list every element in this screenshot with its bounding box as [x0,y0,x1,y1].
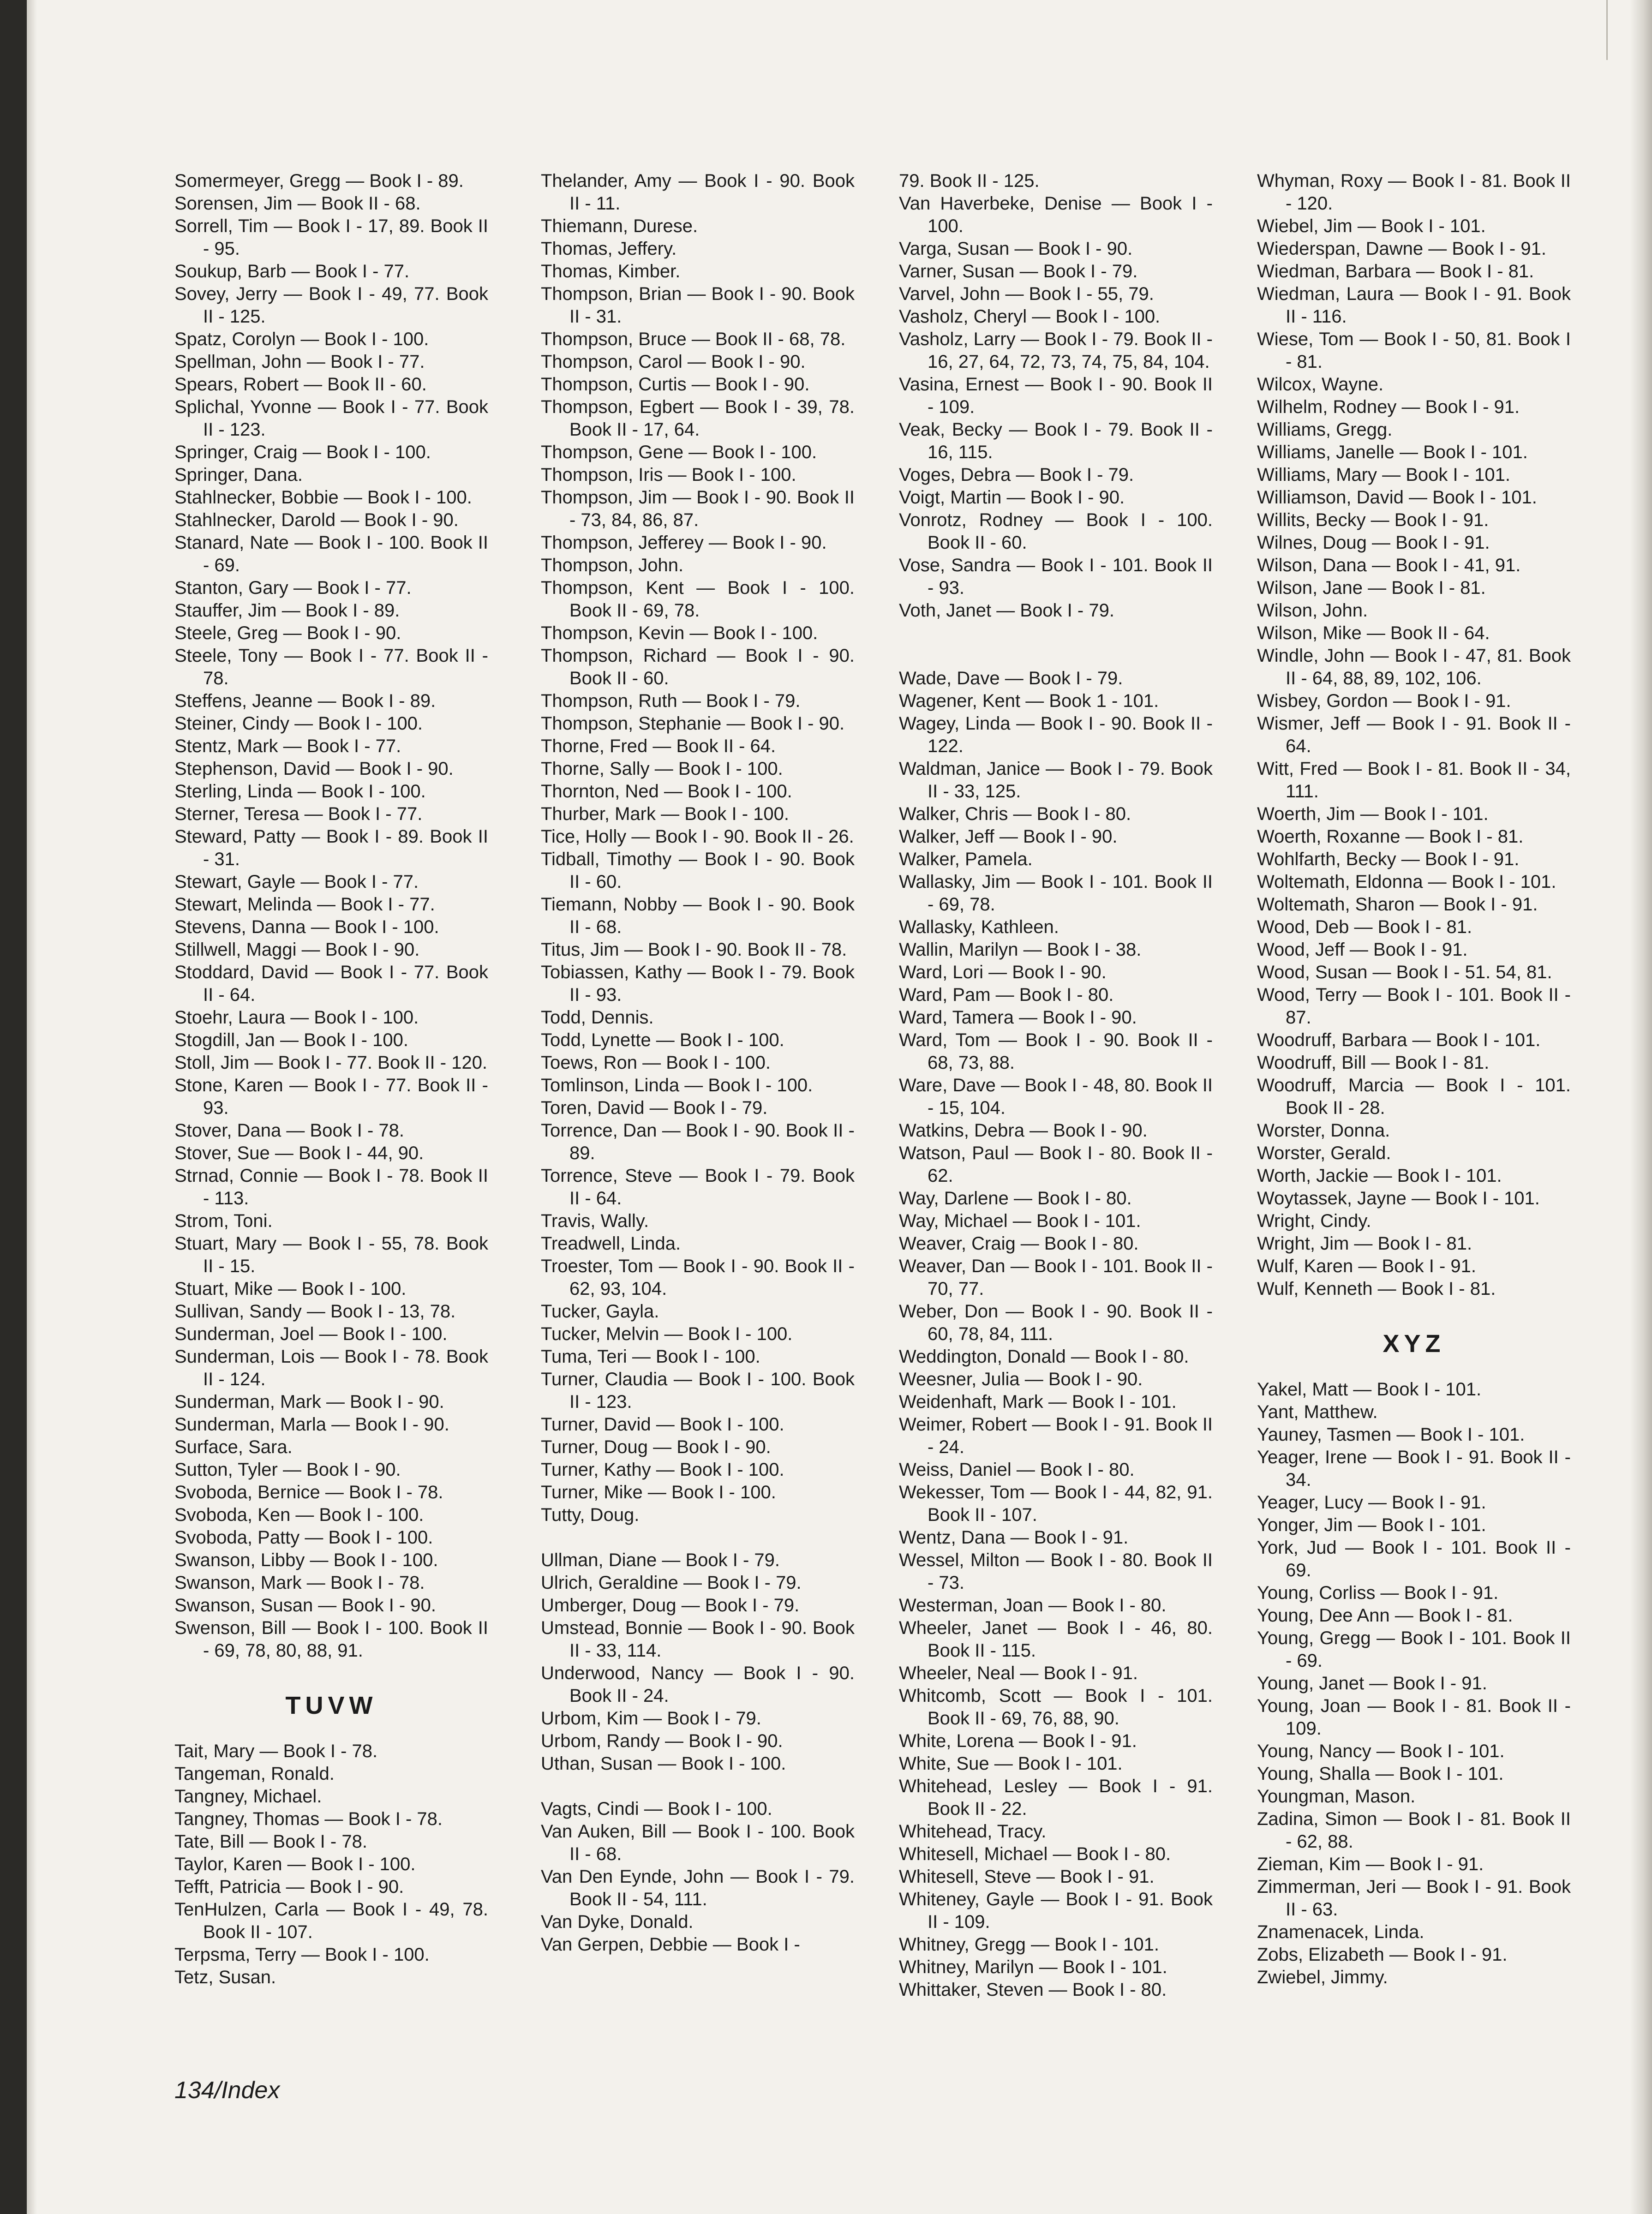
index-entry: Torrence, Steve — Book I - 79. Book II - 64. [541,1166,855,1209]
index-entry: Thurber, Mark — Book I - 100. [541,804,789,824]
letter-group-spacer [541,1775,855,1798]
index-entry: Young, Joan — Book I - 81. Book II - 109. [1257,1696,1571,1739]
index-entry: Willits, Becky — Book I - 91. [1257,510,1489,530]
index-entry: Wekesser, Tom — Book I - 44, 82, 91. Book II - 107. [899,1482,1213,1525]
index-entry: Sunderman, Joel — Book I - 100. [174,1324,448,1344]
index-entry: Wilcox, Wayne. [1257,374,1384,395]
index-entry: Young, Dee Ann — Book I - 81. [1257,1605,1513,1626]
index-entry: Steward, Patty — Book I - 89. Book II - 31. [174,826,488,869]
index-entry: Uthan, Susan — Book I - 100. [541,1753,786,1774]
index-entry: Westerman, Joan — Book I - 80. [899,1595,1167,1616]
index-entry: Sunderman, Marla — Book I - 90. [174,1414,449,1435]
index-entry: Stillwell, Maggi — Book I - 90. [174,939,420,960]
index-entry: Whyman, Roxy — Book I - 81. Book II - 120. [1257,171,1571,214]
index-entry: Watkins, Debra — Book I - 90. [899,1120,1148,1141]
index-entry: Steiner, Cindy — Book I - 100. [174,713,423,734]
index-entry: Woodruff, Barbara — Book I - 101. [1257,1030,1541,1050]
index-entry: Stoehr, Laura — Book I - 100. [174,1007,419,1028]
index-entry: Wright, Cindy. [1257,1211,1371,1231]
index-entry: Varvel, John — Book I - 55, 79. [899,284,1154,304]
index-entry: Young, Corliss — Book I - 91. [1257,1583,1499,1603]
index-entry: Wilson, Jane — Book I - 81. [1257,578,1486,598]
index-entry: Ward, Pam — Book I - 80. [899,985,1114,1005]
index-entry: Stephenson, David — Book I - 90. [174,759,454,779]
index-entry: Spellman, John — Book I - 77. [174,352,425,372]
index-entry: Whitesell, Michael — Book I - 80. [899,1844,1171,1864]
index-entry: White, Lorena — Book I - 91. [899,1731,1137,1751]
index-column-4 [1257,170,1571,1989]
index-entry: Toews, Ron — Book I - 100. [541,1053,771,1073]
index-entry: Wentz, Dana — Book I - 91. [899,1527,1129,1548]
index-entry: Yakel, Matt — Book I - 101. [1257,1379,1482,1400]
index-entry: Stahlnecker, Darold — Book I - 90. [174,510,459,530]
index-entry: Williams, Janelle — Book I - 101. [1257,442,1528,462]
index-entry: Strom, Toni. [174,1211,273,1231]
page-edge-crease [1606,0,1608,60]
index-entry: Steffens, Jeanne — Book I - 89. [174,691,436,711]
index-entry: Wisbey, Gordon — Book I - 91. [1257,691,1511,711]
index-entry: Svoboda, Bernice — Book I - 78. [174,1482,443,1502]
index-entry: Watson, Paul — Book I - 80. Book II - 62. [899,1143,1213,1186]
index-entry: Stanard, Nate — Book I - 100. Book II - 69. [174,533,488,575]
index-entry: Tucker, Gayla. [541,1301,659,1322]
index-entry: Vose, Sandra — Book I - 101. Book II - 93. [899,555,1213,598]
index-column-1 [174,170,488,1989]
index-entry: Weimer, Robert — Book I - 91. Book II - 24. [899,1414,1213,1457]
index-entry: Thompson, Stephanie — Book I - 90. [541,713,845,734]
index-entry: Underwood, Nancy — Book I - 90. Book II - 24. [541,1663,855,1706]
index-entry: Van Auken, Bill — Book I - 100. Book II - 68. [541,1821,855,1864]
index-entry: Toren, David — Book I - 79. [541,1098,768,1118]
index-entry: Thornton, Ned — Book I - 100. [541,781,792,802]
index-entry: Worster, Donna. [1257,1120,1390,1141]
index-entry: Sorrell, Tim — Book I - 17, 89. Book II - 95. [174,216,488,259]
page-edge [1630,0,1652,2214]
index-entry: Stogdill, Jan — Book I - 100. [174,1030,408,1050]
index-entry: Wulf, Kenneth — Book I - 81. [1257,1279,1496,1299]
index-entry: Stauffer, Jim — Book I - 89. [174,600,400,621]
binding-edge [0,0,27,2214]
index-entry: Todd, Dennis. [541,1007,654,1028]
index-entry: Terpsma, Terry — Book I - 100. [174,1945,430,1965]
index-entry: Wismer, Jeff — Book I - 91. Book II - 64. [1257,713,1571,756]
index-entry: Turner, Mike — Book I - 100. [541,1482,776,1502]
index-entry: Wood, Susan — Book I - 51. 54, 81. [1257,962,1552,982]
index-entry: Walker, Pamela. [899,849,1033,869]
index-entry: Thompson, Carol — Book I - 90. [541,352,806,372]
index-entry: Torrence, Dan — Book I - 90. Book II - 89. [541,1120,855,1163]
index-entry: Urbom, Kim — Book I - 79. [541,1708,761,1729]
index-entry: Vonrotz, Rodney — Book I - 100. Book II - 60. [899,510,1213,553]
index-entry: Wheeler, Janet — Book I - 46, 80. Book II - 115. [899,1618,1213,1661]
index-entry: Splichal, Yvonne — Book I - 77. Book II - 123. [174,397,488,440]
index-entry: Yonger, Jim — Book I - 101. [1257,1515,1486,1535]
index-entry: Wallasky, Jim — Book I - 101. Book II - 69, 78. [899,872,1213,915]
index-entry: Tangney, Thomas — Book I - 78. [174,1809,443,1829]
index-entry: Ulrich, Geraldine — Book I - 79. [541,1573,802,1593]
index-entry: Thorne, Fred — Book II - 64. [541,736,776,756]
index-entry: Wilson, Mike — Book II - 64. [1257,623,1490,643]
index-entry: Tait, Mary — Book I - 78. [174,1741,378,1761]
index-entry: Travis, Wally. [541,1211,649,1231]
index-entry: Tangney, Michael. [174,1786,322,1807]
index-entry: Whitesell, Steve — Book I - 91. [899,1867,1155,1887]
index-entry: Thiemann, Durese. [541,216,698,236]
index-entry: Worth, Jackie — Book I - 101. [1257,1166,1502,1186]
index-entry: Voigt, Martin — Book I - 90. [899,487,1125,508]
index-entry: Thompson, Ruth — Book I - 79. [541,691,801,711]
index-entry: Stover, Sue — Book I - 44, 90. [174,1143,424,1163]
index-entry: Wood, Deb — Book I - 81. [1257,917,1472,937]
index-entry: Thompson, John. [541,555,684,575]
index-entry: Veak, Becky — Book I - 79. Book II - 16, 115. [899,419,1213,462]
index-entry: Swanson, Libby — Book I - 100. [174,1550,438,1570]
index-entry: Yeager, Irene — Book I - 91. Book II - 34. [1257,1447,1571,1490]
index-entry: Youngman, Mason. [1257,1786,1416,1807]
index-entry: Stoddard, David — Book I - 77. Book II - 64. [174,962,488,1005]
index-entry: Thomas, Kimber. [541,261,681,281]
index-entry: Tuma, Teri — Book I - 100. [541,1346,760,1367]
index-entry: Yant, Matthew. [1257,1402,1378,1422]
index-entry: 79. Book II - 125. [899,171,1040,191]
index-entry: Sunderman, Mark — Book I - 90. [174,1392,444,1412]
index-entry: Yauney, Tasmen — Book I - 101. [1257,1424,1525,1445]
index-entry: Swanson, Mark — Book I - 78. [174,1573,425,1593]
index-entry: Tangeman, Ronald. [174,1764,335,1784]
index-entry: Stuart, Mary — Book I - 55, 78. Book II - 15. [174,1233,488,1276]
index-entry: Whitehead, Tracy. [899,1821,1047,1842]
index-entry: Tobiassen, Kathy — Book I - 79. Book II - 93. [541,962,855,1005]
index-entry: Williams, Mary — Book I - 101. [1257,465,1511,485]
index-entry: Waldman, Janice — Book I - 79. Book II - 33, 125. [899,759,1213,802]
index-entry: Ward, Tamera — Book I - 90. [899,1007,1137,1028]
index-entry: Steele, Greg — Book I - 90. [174,623,401,643]
index-entry: Vasholz, Larry — Book I - 79. Book II - 16, 27, 64, 72, 73, 74, 75, 84, 104. [899,329,1213,372]
index-entry: Whitney, Marilyn — Book I - 101. [899,1957,1167,1977]
index-entry: Tucker, Melvin — Book I - 100. [541,1324,793,1344]
index-entry: Taylor, Karen — Book I - 100. [174,1854,416,1874]
index-entry: Wohlfarth, Becky — Book I - 91. [1257,849,1520,869]
index-entry: Thompson, Gene — Book I - 100. [541,442,817,462]
index-entry: Voges, Debra — Book I - 79. [899,465,1134,485]
index-entry: Woytassek, Jayne — Book I - 101. [1257,1188,1540,1209]
letter-group-spacer [899,622,1213,645]
index-entry: Walker, Jeff — Book I - 90. [899,826,1118,847]
index-entry: Whitehead, Lesley — Book I - 91. Book II - 22. [899,1776,1213,1819]
index-entry: Umberger, Doug — Book I - 79. [541,1595,800,1616]
index-entry: Turner, Kathy — Book I - 100. [541,1460,784,1480]
index-entry: Tefft, Patricia — Book I - 90. [174,1877,404,1897]
index-entry: Weber, Don — Book I - 90. Book II - 60, 78, 84, 111. [899,1301,1213,1344]
index-entry: Wagener, Kent — Book 1 - 101. [899,691,1159,711]
letter-group-spacer [899,645,1213,667]
index-entry: White, Sue — Book I - 101. [899,1753,1123,1774]
index-entry: Weaver, Craig — Book I - 80. [899,1233,1139,1254]
index-entry: Young, Gregg — Book I - 101. Book II - 69. [1257,1628,1571,1671]
index-entry: Woltemath, Eldonna — Book I - 101. [1257,872,1556,892]
index-entry: Urbom, Randy — Book I - 90. [541,1731,783,1751]
index-entry: Zieman, Kim — Book I - 91. [1257,1854,1484,1874]
index-entry: Wright, Jim — Book I - 81. [1257,1233,1472,1254]
index-entry: Thompson, Curtis — Book I - 90. [541,374,810,395]
index-entry: Springer, Dana. [174,465,303,485]
index-column-3 [899,170,1213,2001]
index-entry: Spatz, Corolyn — Book I - 100. [174,329,429,349]
index-entry: Sullivan, Sandy — Book I - 13, 78. [174,1301,456,1322]
index-entry: Zimmerman, Jeri — Book I - 91. Book II - 63. [1257,1877,1571,1920]
index-entry: Weiss, Daniel — Book I - 80. [899,1460,1135,1480]
section-heading: XYZ [1383,1330,1445,1358]
index-entry: Stanton, Gary — Book I - 77. [174,578,412,598]
index-entry: Woerth, Roxanne — Book I - 81. [1257,826,1524,847]
index-entry: Strnad, Connie — Book I - 78. Book II - 113. [174,1166,488,1209]
index-entry: Whittaker, Steven — Book I - 80. [899,1980,1167,2000]
index-entry: Wiedman, Laura — Book I - 91. Book II - 116. [1257,284,1571,327]
index-entry: Worster, Gerald. [1257,1143,1391,1163]
index-entry: Umstead, Bonnie — Book I - 90. Book II - 33, 114. [541,1618,855,1661]
index-entry: Stuart, Mike — Book I - 100. [174,1279,407,1299]
index-entry: Vasina, Ernest — Book I - 90. Book II - 109. [899,374,1213,417]
index-entry: Stevens, Danna — Book I - 100. [174,917,439,937]
index-entry: Thompson, Kent — Book I - 100. Book II - 69, 78. [541,578,855,621]
index-entry: Wiederspan, Dawne — Book I - 91. [1257,239,1546,259]
index-entry: Woodruff, Marcia — Book I - 101. Book II - 28. [1257,1075,1571,1118]
index-entry: Whiteney, Gayle — Book I - 91. Book II - 109. [899,1889,1213,1932]
index-entry: Varner, Susan — Book I - 79. [899,261,1138,281]
index-entry: Weidenhaft, Mark — Book I - 101. [899,1392,1177,1412]
index-entry: Wessel, Milton — Book I - 80. Book II - 73. [899,1550,1213,1593]
index-entry: Thomas, Jeffery. [541,239,677,259]
index-entry: Sutton, Tyler — Book I - 90. [174,1460,401,1480]
index-entry: Turner, David — Book I - 100. [541,1414,784,1435]
index-entry: Thelander, Amy — Book I - 90. Book II - 11. [541,171,855,214]
index-entry: Tutty, Doug. [541,1505,640,1525]
index-entry: Woltemath, Sharon — Book I - 91. [1257,894,1538,915]
index-entry: Stoll, Jim — Book I - 77. Book II - 120. [174,1053,488,1073]
page-folio: 134/Index [174,2077,280,2104]
index-entry: Williams, Gregg. [1257,419,1393,440]
index-entry: Wallin, Marilyn — Book I - 38. [899,939,1142,960]
index-entry: Williamson, David — Book I - 101. [1257,487,1537,508]
index-entry: Titus, Jim — Book I - 90. Book II - 78. [541,939,847,960]
index-entry: Thompson, Richard — Book I - 90. Book II - 60. [541,646,855,688]
index-entry: Wagey, Linda — Book I - 90. Book II - 122. [899,713,1213,756]
index-entry: Wade, Dave — Book I - 79. [899,668,1123,688]
index-entry: Young, Shalla — Book I - 101. [1257,1764,1504,1784]
index-entry: Wiebel, Jim — Book I - 101. [1257,216,1486,236]
index-entry: Wilhelm, Rodney — Book I - 91. [1257,397,1520,417]
index-entry: Wallasky, Kathleen. [899,917,1059,937]
index-entry: Soukup, Barb — Book I - 77. [174,261,410,281]
index-entry: Van Haverbeke, Denise — Book I - 100. [899,193,1213,236]
index-entry: Wood, Terry — Book I - 101. Book II - 87. [1257,985,1571,1028]
index-entry: Swanson, Susan — Book I - 90. [174,1595,436,1616]
index-entry: Thompson, Jefferey — Book I - 90. [541,533,827,553]
index-entry: Svoboda, Ken — Book I - 100. [174,1505,424,1525]
index-entry: Zobs, Elizabeth — Book I - 91. [1257,1945,1508,1965]
index-entry: Ward, Lori — Book I - 90. [899,962,1107,982]
index-entry: Thompson, Brian — Book I - 90. Book II - 31. [541,284,855,327]
index-entry: Sterling, Linda — Book I - 100. [174,781,426,802]
index-entry: Woerth, Jim — Book I - 101. [1257,804,1489,824]
index-entry: Witt, Fred — Book I - 81. Book II - 34, 111. [1257,759,1571,802]
index-entry: Tidball, Timothy — Book I - 90. Book II - 60. [541,849,855,892]
index-entry: Surface, Sara. [174,1437,293,1457]
index-entry: Wood, Jeff — Book I - 91. [1257,939,1468,960]
index-entry: Wulf, Karen — Book I - 91. [1257,1256,1477,1276]
index-entry: Ware, Dave — Book I - 48, 80. Book II - 15, 104. [899,1075,1213,1118]
index-entry: Yeager, Lucy — Book I - 91. [1257,1492,1486,1513]
index-entry: Stover, Dana — Book I - 78. [174,1120,405,1141]
index-entry: Thompson, Iris — Book I - 100. [541,465,796,485]
index-entry: Van Gerpen, Debbie — Book I - [541,1934,800,1955]
index-entry: York, Jud — Book I - 101. Book II - 69. [1257,1538,1571,1580]
index-entry: Zadina, Simon — Book I - 81. Book II - 62, 88. [1257,1809,1571,1852]
index-entry: Thompson, Bruce — Book II - 68, 78. [541,329,846,349]
index-entry: Thompson, Kevin — Book I - 100. [541,623,818,643]
index-entry: Woodruff, Bill — Book I - 81. [1257,1053,1490,1073]
index-entry: Steele, Tony — Book I - 77. Book II - 78. [174,646,488,688]
index-entry: Troester, Tom — Book I - 90. Book II - 62, 93, 104. [541,1256,855,1299]
index-entry: Vasholz, Cheryl — Book I - 100. [899,306,1161,327]
index-entry: Stewart, Gayle — Book I - 77. [174,872,419,892]
index-entry: Way, Michael — Book I - 101. [899,1211,1141,1231]
index-entry: Tice, Holly — Book I - 90. Book II - 26. [541,826,854,847]
section-heading: TUVW [285,1692,377,1719]
index-entry: Voth, Janet — Book I - 79. [899,600,1114,621]
index-entry: Wilnes, Doug — Book I - 91. [1257,533,1490,553]
index-entry: Ullman, Diane — Book I - 79. [541,1550,780,1570]
index-entry: Wiese, Tom — Book I - 50, 81. Book I - 81. [1257,329,1571,372]
letter-group-spacer [541,1526,855,1549]
index-entry: Weaver, Dan — Book I - 101. Book II - 70, 77. [899,1256,1213,1299]
index-entry: Whitney, Gregg — Book I - 101. [899,1934,1159,1955]
index-entry: Treadwell, Linda. [541,1233,681,1254]
index-entry: Ward, Tom — Book I - 90. Book II - 68, 73, 88. [899,1030,1213,1073]
index-entry: Znamenacek, Linda. [1257,1922,1425,1942]
index-entry: TenHulzen, Carla — Book I - 49, 78. Book II - 107. [174,1899,488,1942]
index-entry: Way, Darlene — Book I - 80. [899,1188,1132,1209]
index-entry: Wheeler, Neal — Book I - 91. [899,1663,1138,1683]
index-entry: Turner, Claudia — Book I - 100. Book II - 123. [541,1369,855,1412]
index-entry: Sorensen, Jim — Book II - 68. [174,193,421,214]
index-entry: Whitcomb, Scott — Book I - 101. Book II - 69, 76, 88, 90. [899,1686,1213,1729]
index-entry: Thompson, Jim — Book I - 90. Book II - 73, 84, 86, 87. [541,487,855,530]
index-entry: Springer, Craig — Book I - 100. [174,442,431,462]
index-entry: Van Dyke, Donald. [541,1912,694,1932]
index-entry: Stone, Karen — Book I - 77. Book II - 93. [174,1075,488,1118]
index-entry: Turner, Doug — Book I - 90. [541,1437,771,1457]
index-entry: Wiedman, Barbara — Book I - 81. [1257,261,1534,281]
index-entry: Svoboda, Patty — Book I - 100. [174,1527,433,1548]
index-column-2 [541,170,855,1956]
index-entry: Sovey, Jerry — Book I - 49, 77. Book II - 125. [174,284,488,327]
index-entry: Stahlnecker, Bobbie — Book I - 100. [174,487,472,508]
index-entry: Sunderman, Lois — Book I - 78. Book II - 124. [174,1346,488,1389]
index-entry: Thompson, Egbert — Book I - 39, 78. Book II - 17, 64. [541,397,855,440]
index-entry: Walker, Chris — Book I - 80. [899,804,1131,824]
index-entry: Weesner, Julia — Book I - 90. [899,1369,1143,1389]
index-entry: Wilson, John. [1257,600,1368,621]
index-entry: Weddington, Donald — Book I - 80. [899,1346,1189,1367]
index-entry: Varga, Susan — Book I - 90. [899,239,1133,259]
index-entry: Stentz, Mark — Book I - 77. [174,736,401,756]
index-entry: Vagts, Cindi — Book I - 100. [541,1799,772,1819]
index-entry: Somermeyer, Gregg — Book I - 89. [174,171,464,191]
index-entry: Tiemann, Nobby — Book I - 90. Book II - 68. [541,894,855,937]
index-entry: Zwiebel, Jimmy. [1257,1967,1388,1987]
index-entry: Thorne, Sally — Book I - 100. [541,759,783,779]
index-entry: Windle, John — Book I - 47, 81. Book II - 64, 88, 89, 102, 106. [1257,646,1571,688]
index-entry: Young, Nancy — Book I - 101. [1257,1741,1505,1761]
index-entry: Swenson, Bill — Book I - 100. Book II - 69, 78, 80, 88, 91. [174,1618,488,1661]
index-entry: Tomlinson, Linda — Book I - 100. [541,1075,813,1095]
binding-shadow [27,0,37,2214]
index-entry: Spears, Robert — Book II - 60. [174,374,427,395]
index-entry: Todd, Lynette — Book I - 100. [541,1030,784,1050]
index-entry: Tetz, Susan. [174,1967,276,1987]
index-entry: Van Den Eynde, John — Book I - 79. Book II - 54, 111. [541,1867,855,1909]
index-entry: Stewart, Melinda — Book I - 77. [174,894,435,915]
index-entry: Young, Janet — Book I - 91. [1257,1673,1487,1693]
index-entry: Sterner, Teresa — Book I - 77. [174,804,423,824]
index-entry: Wilson, Dana — Book I - 41, 91. [1257,555,1521,575]
index-entry: Tate, Bill — Book I - 78. [174,1831,367,1852]
